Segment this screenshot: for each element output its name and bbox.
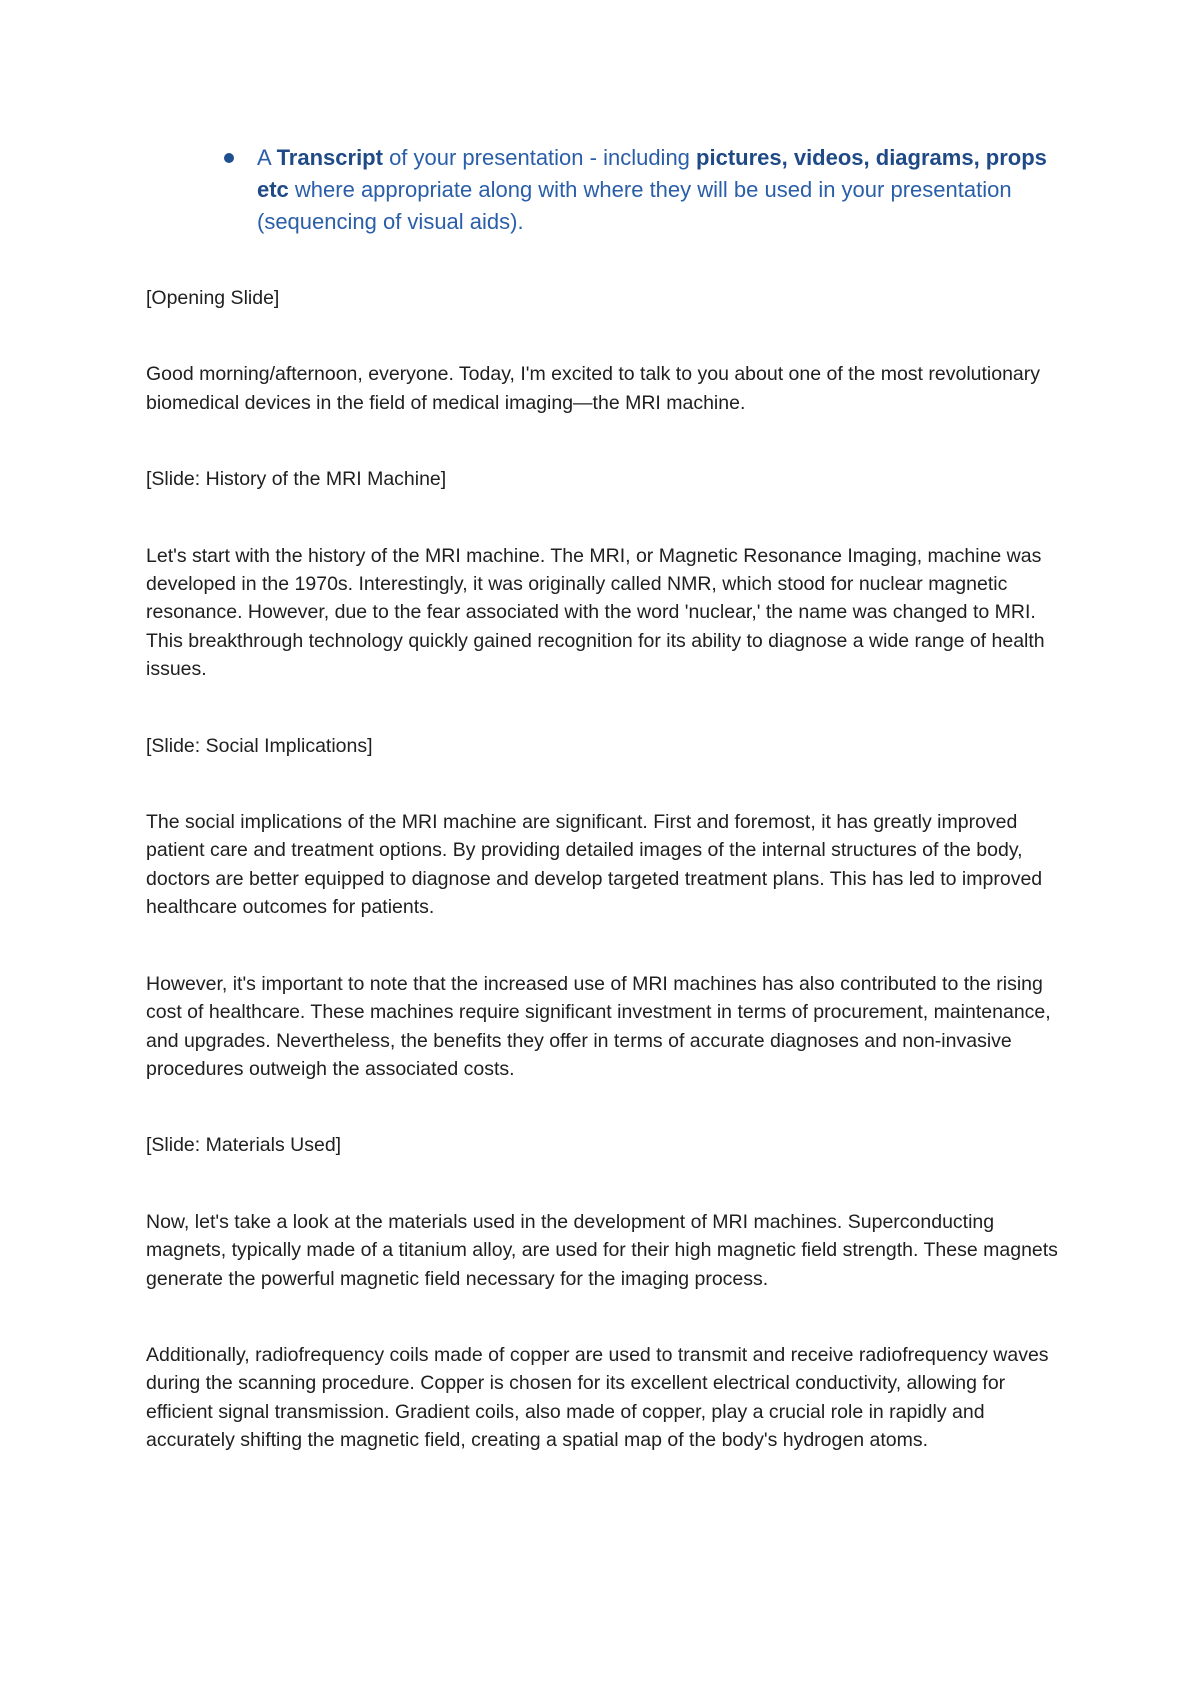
bullet-dot-icon bbox=[224, 153, 234, 163]
slide-label-social: [Slide: Social Implications] bbox=[146, 734, 373, 757]
document-content bbox=[146, 142, 1066, 1455]
instruction-tail-text: where appropriate along with where they will be used in your presentation (sequencing of visual aids). bbox=[257, 177, 1012, 234]
paragraph-materials-2: Additionally, radiofrequency coils made of copper are used to transmit and receive radiofrequency waves during the scanning procedure. Copper is chosen for its excellent electrical conductivity, allowing for efficient signal transmission. Gradient coils, also made of copper, play a crucial role in rapidly and accurately shifting the magnetic field, creating a spatial map of the body's hydrogen atoms. bbox=[146, 1343, 1049, 1452]
paragraph-social-1: The social implications of the MRI machine are significant. First and foremost, it has greatly improved patient care and treatment options. By providing detailed images of the internal structures of the body, doctors are better equipped to diagnose and develop targeted treatment plans. This has led to improved healthcare outcomes for patients. bbox=[146, 811, 1043, 919]
slide-label-opening: [Opening Slide] bbox=[146, 287, 280, 309]
slide-label-history: [Slide: History of the MRI Machine] bbox=[146, 468, 447, 491]
paragraph-greeting: Good morning/afternoon, everyone. Today, I'm excited to talk to you about one of the most revolutionary biomedical devices in the field of medical imaging—the MRI machine. bbox=[146, 363, 1041, 414]
instruction-bold-media: pictures, videos, diagrams, props etc bbox=[257, 145, 1047, 202]
slide-label-materials: [Slide: Materials Used] bbox=[146, 1134, 342, 1157]
paragraph-materials-1: Now, let's take a look at the materials used in the development of MRI machines. Superconducting magnets, typically made of a titanium alloy, are used for their high magnetic field strength. These magnets generate the powerful magnetic field necessary for the imaging process. bbox=[146, 1210, 1058, 1290]
instruction-mid-text: of your presentation - including bbox=[382, 145, 697, 170]
instruction-text bbox=[257, 142, 1067, 238]
instruction-prefix: A bbox=[257, 145, 277, 170]
instruction-bullet bbox=[146, 142, 1066, 238]
paragraph-history: Let's start with the history of the MRI machine. The MRI, or Magnetic Resonance Imaging, machine was developed in the 1970s. Interestingly, it was originally called NMR, which stood for nuclear magnetic resonance. However, due to the fear associated with the word 'nuclear,' the name was changed to MRI. This breakthrough technology quickly gained recognition for its ability to diagnose a wide range of health issues. bbox=[146, 544, 1045, 681]
paragraph-social-2: However, it's important to note that the increased use of MRI machines has also contributed to the rising cost of healthcare. These machines require significant investment in terms of procurement, maintenance, and upgrades. Nevertheless, the benefits they offer in terms of accurate diagnoses and non-invasive procedures outweigh the associated costs. bbox=[146, 972, 1051, 1080]
instruction-bold-transcript: Transcript bbox=[276, 145, 383, 170]
